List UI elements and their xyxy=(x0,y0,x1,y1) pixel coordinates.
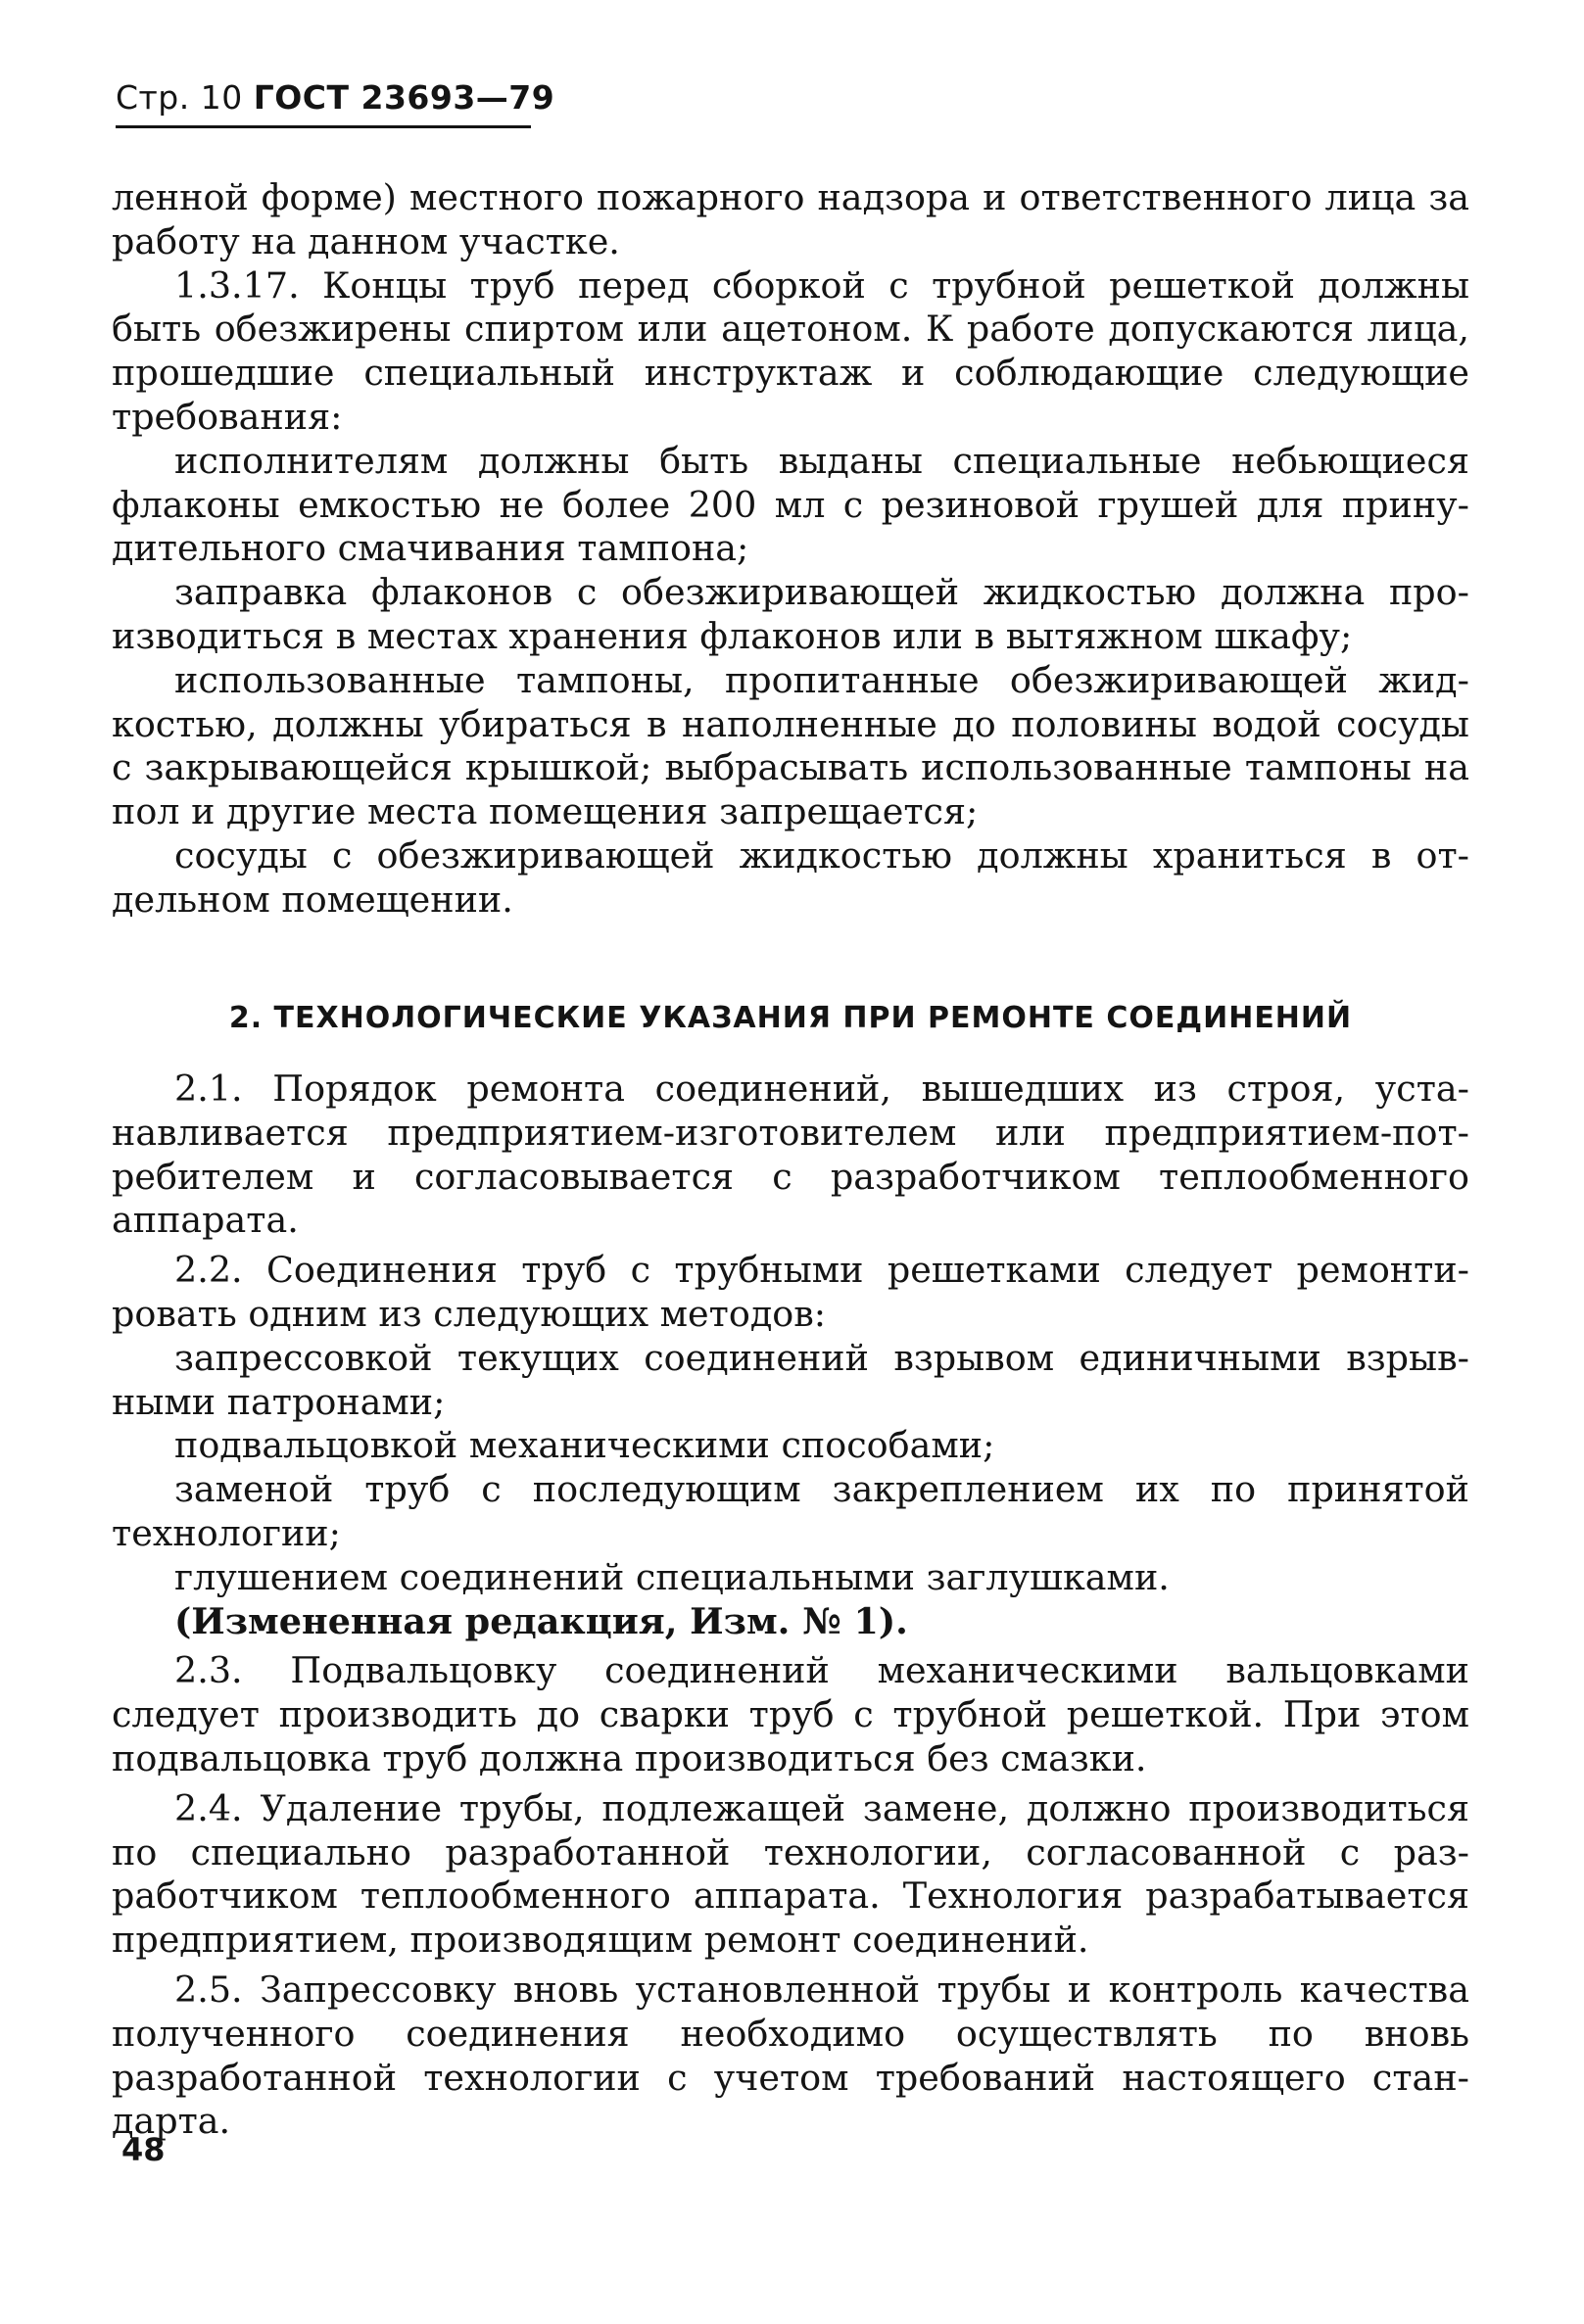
clause-2-5: 2.5. Запрессовку вновь установленной трубы и контроль качества полученного соединения необходимо осуществлять по вновь разработанной технологии с учетом требований настоящего стандарта. xyxy=(112,1968,1469,2143)
page-label: Стр. 10 xyxy=(116,78,243,117)
clause-2-4: 2.4. Удаление трубы, подлежащей замене, должно производиться по специально разработанной технологии, согласованной с разработчиком теплообменного аппарата. Технология разрабатывается предприятием, производящим ремонт соединений. xyxy=(112,1786,1469,1962)
list-item: запрессовкой текущих соединений взрывом единичными взрывными патронами; xyxy=(112,1336,1469,1423)
section-2-text xyxy=(112,1067,1469,2144)
list-item: глушением соединений специальными заглушками. xyxy=(174,1555,1170,1598)
list-item: сосуды с обезжиривающей жидкостью должны храниться в отдельном помещении. xyxy=(112,833,1469,921)
running-header xyxy=(116,76,555,119)
list-item: исполнителям должны быть выданы специальные небьющиеся флаконы емкостью не более 200 мл с резиновой грушей для принудительного смачивания тампона; xyxy=(112,439,1469,570)
clause-2-3: 2.3. Подвальцовку соединений механическими вальцовками следует производить до сварки труб с трубной решеткой. При этом подвальцовка труб должна производиться без смазки. xyxy=(112,1649,1469,1779)
clause-1-3-17: 1.3.17. Концы труб перед сборкой с трубной решеткой должны быть обезжирены спиртом или ацетоном. К работе допускаются лица, прошедшие специальный инструктаж и соблюдающие следующие требования: xyxy=(112,263,1469,438)
list-item: использованные тампоны, пропитанные обезжиривающей жидкостью, должны убираться в наполненные до половины водой сосуды с закрывающейся крышкой; выбрасывать использованные тампоны на пол и другие места помещения запрещается; xyxy=(112,658,1469,833)
standard-number: ГОСТ 23693—79 xyxy=(253,78,555,117)
clause-2-2: 2.2. Соединения труб с трубными решетками следует ремонтировать одним из следующих методов: xyxy=(112,1249,1469,1335)
amendment-note: (Измененная редакция, Изм. № 1). xyxy=(174,1599,908,1642)
paragraph: ленной форме) местного пожарного надзора и ответственного лица за работу на данном участке. xyxy=(112,176,1469,262)
section-1-text xyxy=(112,176,1469,923)
page-number: 48 xyxy=(121,2131,166,2168)
section-2-heading: 2. ТЕХНОЛОГИЧЕСКИЕ УКАЗАНИЯ ПРИ РЕМОНТЕ СОЕДИНЕНИЙ xyxy=(228,1001,1353,1035)
header-rule xyxy=(116,125,531,128)
clause-2-1: 2.1. Порядок ремонта соединений, вышедших из строя, устанавливается предприятием-изготовителем или предприятием-потребителем и согласовывается с разработчиком теплообменного аппарата. xyxy=(112,1067,1469,1242)
list-item: заправка флаконов с обезжиривающей жидкостью должна производиться в местах хранения флаконов или в вытяжном шкафу; xyxy=(112,571,1469,657)
list-item: подвальцовкой механическими способами; xyxy=(174,1424,995,1467)
list-item: заменой труб с последующим закреплением их по принятой технологии; xyxy=(112,1468,1469,1554)
